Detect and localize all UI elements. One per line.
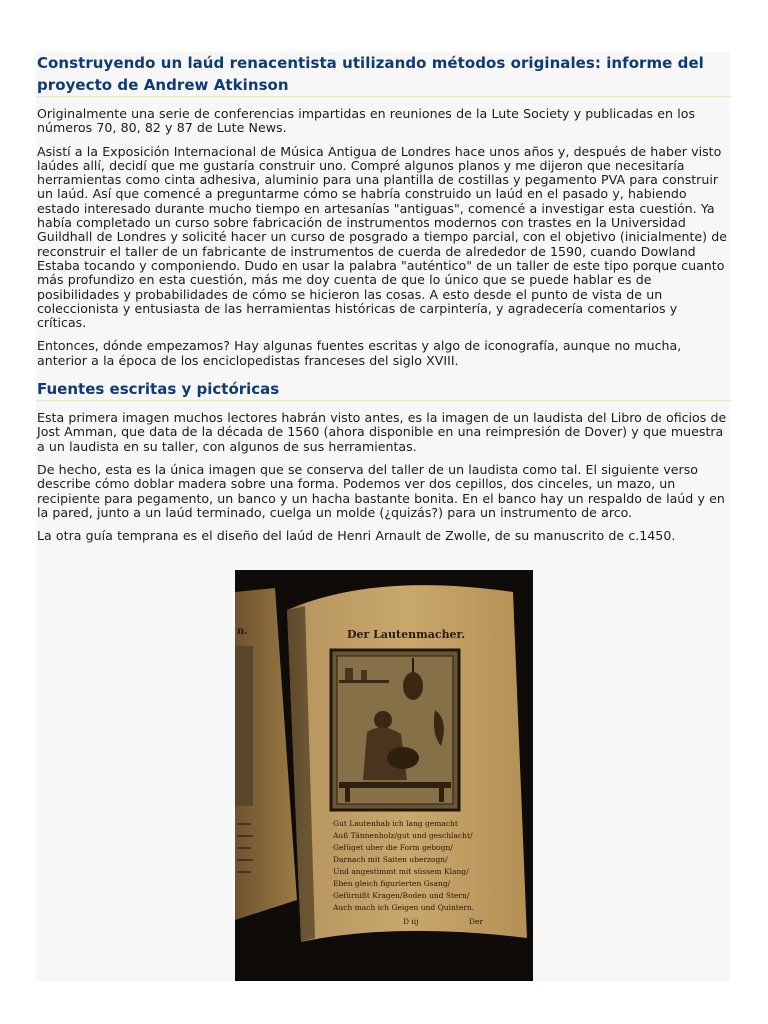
article-title: Construyendo un laúd renacentista utilizando métodos originales: informe del proyecto de Andrew Atkinson (37, 52, 731, 97)
verse-line: Auß Tännenholz/gut und geschlacht/ (333, 831, 473, 840)
hanging-lute (403, 672, 423, 700)
paragraph-exhibition: Asistí a la Exposición Internacional de Música Antigua de Londres hace unos años y, después de haber visto laúdes allí, decidí que me gustaría construir uno. Compré algunos planos y me dijeron que necesitaría herramientas como cinta adhesiva, aluminio para una plantilla de costillas y pegamento PVA para construir un laúd. Así que comencé a preguntarme cómo se habría construido un laúd en el pasado y, habiendo estado interesado durante mucho tiempo en artesanías "antiguas", comencé a investigar esta cuestión. Ya había completado un curso sobre fabricación de instrumentos modernos con trastes en la Universidad Guildhall de Londres y solicité hacer un curso de posgrado a tiempo parcial, con el objetivo (inicialmente) de reconstruir el taller de un fabricante de instrumentos de cuerda de alrededor de 1590, cuando Dowland Estaba tocando y componiendo. Dudo en usar la palabra "auténtico" de un taller de este tipo porque cuanto más profundizo en esta cuestión, más me doy cuenta de que lo único que se puede hablar es de posibilidades y probabilidades de cómo se hicieron las cosas. A esto desde el punto de vista de un coleccionista y entusiasta de las herramientas históricas de carpintería, y agradecería comentarios y críticas. (37, 143, 727, 331)
paragraph-zwolle: La otra guía temprana es el diseño del laúd de Henri Arnault de Zwolle, de su manuscrito de c.1450. (37, 528, 676, 544)
verse-line: Gefürnißt Kragen/Boden und Stern/ (333, 891, 470, 900)
paragraph-workshop: De hecho, esta es la única imagen que se conserva del taller de un laudista como tal. El siguiente verso describe cómo doblar madera sobre una forma. Podemos ver dos cepillos, dos cinceles, un mazo, un recipiente para pegamento, un banco y un hacha bastante bonita. En el banco hay un respaldo de laúd y en la pared, junto a un laúd terminado, cuelga un molde (¿quizás?) para un instrumento de arco. (37, 461, 725, 520)
page-signature: D iij (403, 917, 419, 926)
paragraph-origin: Originalmente una serie de conferencias impartidas en reuniones de la Lute Society y publicadas en los números 70, 80, 82 y 87 de Lute News. (37, 106, 696, 136)
catchword: Der (469, 917, 484, 926)
paragraph-first-image: Esta primera imagen muchos lectores habrán visto antes, es la imagen de un laudista del Libro de oficios de Jost Amman, que data de la década de 1560 (ahora disponible en una reimpresión de Dover) y que muestra a un laudista en su taller, con algunos de sus herramientas. (37, 410, 727, 454)
section-heading-sources: Fuentes escritas y pictóricas (37, 378, 731, 401)
verse-line: Auch mach ich Geigen und Quintern. (333, 903, 475, 912)
lute-body (387, 747, 419, 769)
document-page (36, 52, 730, 981)
verse-line: Und angestimmt mit süssem Klang/ (333, 867, 469, 876)
article-body (36, 52, 730, 543)
verse-line: Darnach mit Saiten uberzogn/ (333, 855, 448, 864)
verse-line: Gefüget uber die Form gebogn/ (333, 843, 453, 852)
verse-line: Eben gleich figurierten Gsang/ (333, 879, 451, 888)
paragraph-where-to-start: Entonces, dónde empezamos? Hay algunas fuentes escritas y algo de iconografía, aunque no mucha, anterior a la época de los enciclopedistas franceses del siglo XVIII. (37, 338, 682, 368)
book-heading: Der Lautenmacher. (347, 628, 466, 641)
book-photo-illustration (235, 570, 533, 981)
verse-line: Gut Lautenhab ich lang gemacht (333, 819, 458, 828)
left-page-fragment: n. (237, 626, 248, 637)
lutemaker-book-photo (235, 570, 533, 981)
